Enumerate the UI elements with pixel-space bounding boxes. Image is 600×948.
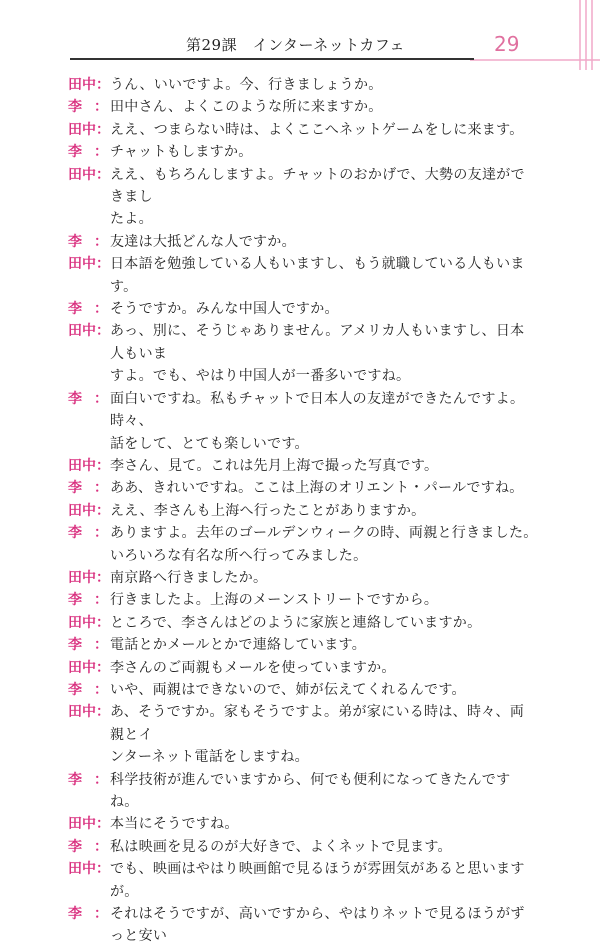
- utterance-text: チャットもしますか。: [110, 144, 253, 161]
- dialogue-line: [68, 74, 538, 96]
- utterance-text: いろいろな有名な所へ行ってみました。: [110, 547, 368, 564]
- speaker-colon: ：: [96, 121, 110, 138]
- utterance: [110, 455, 538, 477]
- utterance-text: 私は映画を見るのが大好きで、よくネットで見ます。: [110, 838, 452, 855]
- speaker-label: [68, 813, 110, 835]
- speaker-name: 李: [68, 771, 82, 788]
- utterance-text: ええ、つまらない時は、よくここへネットゲームをしに来ます。: [110, 121, 524, 138]
- speaker-colon: ：: [94, 681, 108, 698]
- dialogue-line: [68, 769, 538, 814]
- speaker-label: [68, 119, 110, 141]
- utterance: [110, 298, 538, 320]
- speaker-label: [68, 522, 110, 544]
- speaker-name: 李: [68, 681, 82, 698]
- utterance-text: うん、いいですよ。今、行きましょうか。: [110, 77, 383, 93]
- speaker-name: 李: [68, 525, 82, 542]
- utterance-text: 行きましたよ。上海のメーンストリートですから。: [110, 592, 439, 609]
- speaker-colon: ：: [94, 637, 108, 654]
- utterance-text: あ、そうですか。家もそうですよ。弟が家にいる時は、時々、両親とイ: [110, 704, 525, 743]
- utterance-text: 日本語を勉強している人もいますし、もう就職している人もいます。: [110, 256, 525, 295]
- utterance-text: ところで、李さんはどのように家族と連絡していますか。: [110, 614, 482, 631]
- dialogue-line: [68, 253, 538, 298]
- utterance-text: 電話とかメールとかで連絡しています。: [110, 637, 366, 654]
- utterance: [110, 477, 538, 499]
- utterance-text: 南京路へ行きましたか。: [110, 569, 268, 586]
- dialogue-line: [68, 589, 538, 611]
- utterance: [110, 141, 538, 163]
- speaker-name: 田中: [68, 861, 96, 878]
- dialogue-line: [68, 96, 538, 118]
- speaker-colon: ：: [96, 256, 110, 273]
- utterance: [110, 858, 538, 903]
- utterance: [110, 701, 538, 768]
- speaker-label: [68, 164, 110, 186]
- dialogue-line: [68, 298, 538, 320]
- utterance: [110, 813, 538, 835]
- speaker-label: [68, 477, 110, 499]
- speaker-colon: ：: [94, 480, 108, 497]
- utterance: [110, 903, 538, 948]
- speaker-colon: ：: [96, 704, 110, 721]
- page-number: 29: [494, 32, 520, 56]
- utterance-text: 話をして、とても楽しいです。: [110, 435, 309, 452]
- speaker-colon: ：: [94, 525, 108, 542]
- utterance-text: 田中さん、よくこのような所に来ますか。: [110, 99, 383, 116]
- utterance-text: ええ、李さんも上海へ行ったことがありますか。: [110, 502, 426, 519]
- dialogue-line: [68, 500, 538, 522]
- page-header: [0, 32, 600, 56]
- utterance-text: 科学技術が進んでいますから、何でも便利になってきたんですね。: [110, 771, 511, 810]
- speaker-label: [68, 612, 110, 634]
- speaker-colon: ：: [94, 390, 108, 407]
- dialogue-line: [68, 231, 538, 253]
- speaker-label: [68, 903, 110, 925]
- dialogue-line: [68, 679, 538, 701]
- speaker-colon: ：: [96, 166, 110, 183]
- speaker-name: 田中: [68, 704, 96, 721]
- utterance-text: ああ、きれいですね。ここは上海のオリエント・パールですね。: [110, 480, 524, 497]
- speaker-label: [68, 567, 110, 589]
- utterance-text: それはそうですが、高いですから、やはりネットで見るほうがずっと安い: [110, 906, 525, 945]
- dialogue-line: [68, 164, 538, 231]
- dialogue-line: [68, 836, 538, 858]
- speaker-label: [68, 253, 110, 275]
- utterance: [110, 836, 538, 858]
- dialogue-line: [68, 813, 538, 835]
- speaker-label: [68, 500, 110, 522]
- utterance-text: ありますよ。去年のゴールデンウィークの時、両親と行きました。: [110, 525, 538, 542]
- utterance: [110, 589, 538, 611]
- dialogue-line: [68, 455, 538, 477]
- utterance: [110, 634, 538, 656]
- utterance-text: ええ、もちろんしますよ。チャットのおかげで、大勢の友達ができまし: [110, 166, 525, 206]
- speaker-colon: ：: [96, 659, 110, 676]
- speaker-colon: ：: [94, 233, 108, 250]
- speaker-label: [68, 231, 110, 253]
- dialogue-line: [68, 612, 538, 634]
- dialogue-line: [68, 522, 538, 567]
- utterance: [110, 657, 538, 679]
- speaker-label: [68, 679, 110, 701]
- utterance: [110, 769, 538, 814]
- utterance: [110, 231, 538, 253]
- speaker-name: 田中: [68, 121, 96, 138]
- speaker-label: [68, 455, 110, 477]
- dialogue-line: [68, 903, 538, 948]
- speaker-colon: ：: [96, 457, 110, 474]
- utterance-text: でも、映画はやはり映画館で見るほうが雰囲気があると思いますが。: [110, 861, 525, 900]
- speaker-colon: ：: [94, 301, 108, 318]
- speaker-colon: ：: [94, 838, 108, 855]
- speaker-name: 田中: [68, 323, 96, 340]
- speaker-label: [68, 320, 110, 342]
- dialogue-line: [68, 634, 538, 656]
- utterance: [110, 96, 538, 118]
- speaker-colon: ：: [94, 592, 108, 609]
- utterance: [110, 500, 538, 522]
- utterance-text: あっ、別に、そうじゃありません。アメリカ人もいますし、日本人もいま: [110, 323, 525, 362]
- speaker-label: [68, 836, 110, 858]
- speaker-name: 田中: [68, 166, 96, 183]
- utterance: [110, 164, 538, 231]
- dialogue-line: [68, 477, 538, 499]
- speaker-name: 李: [68, 301, 82, 318]
- speaker-label: [68, 769, 110, 791]
- dialogue-line: [68, 858, 538, 903]
- speaker-name: 李: [68, 99, 82, 116]
- speaker-name: 李: [68, 592, 82, 609]
- utterance: [110, 679, 538, 701]
- dialogue: [68, 74, 538, 948]
- speaker-name: 李: [68, 480, 82, 497]
- speaker-name: 田中: [68, 816, 96, 833]
- speaker-name: 田中: [68, 457, 96, 474]
- dialogue-line: [68, 119, 538, 141]
- utterance: [110, 253, 538, 298]
- dialogue-line: [68, 388, 538, 455]
- speaker-colon: ：: [96, 614, 110, 631]
- utterance: [110, 567, 538, 589]
- speaker-label: [68, 141, 110, 163]
- utterance-text: たよ。: [110, 211, 153, 228]
- lesson-title: 第29課 インターネットカフェ: [186, 36, 406, 54]
- speaker-name: 李: [68, 233, 82, 250]
- utterance-text: 友達は大抵どんな人ですか。: [110, 233, 296, 250]
- utterance-text: 本当にそうですね。: [110, 816, 239, 833]
- dialogue-line: [68, 141, 538, 163]
- utterance: [110, 522, 538, 567]
- speaker-name: 田中: [68, 256, 96, 273]
- header-rule: [70, 58, 474, 60]
- speaker-name: 李: [68, 838, 82, 855]
- dialogue-line: [68, 320, 538, 387]
- speaker-colon: ：: [96, 569, 110, 586]
- speaker-colon: ：: [94, 99, 108, 116]
- speaker-label: [68, 96, 110, 118]
- utterance-text: ンターネット電話をしますね。: [110, 749, 309, 766]
- utterance: [110, 388, 538, 455]
- speaker-colon: ：: [96, 861, 110, 878]
- speaker-name: 李: [68, 390, 82, 407]
- speaker-name: 田中: [68, 614, 96, 631]
- speaker-colon: ：: [96, 323, 110, 340]
- utterance: [110, 612, 538, 634]
- speaker-name: 李: [68, 637, 82, 654]
- speaker-name: 田中: [68, 569, 96, 586]
- speaker-label: [68, 589, 110, 611]
- speaker-colon: ：: [94, 144, 108, 161]
- speaker-colon: ：: [96, 816, 110, 833]
- speaker-name: 李: [68, 144, 82, 161]
- speaker-label: [68, 657, 110, 679]
- dialogue-line: [68, 657, 538, 679]
- speaker-name: 田中: [68, 502, 96, 519]
- utterance: [110, 320, 538, 387]
- speaker-name: 李: [68, 906, 82, 923]
- speaker-colon: ：: [94, 906, 108, 923]
- utterance: [110, 74, 538, 96]
- speaker-label: [68, 298, 110, 320]
- utterance: [110, 119, 538, 141]
- utterance-text: いや、両親はできないので、姉が伝えてくれるんです。: [110, 681, 466, 698]
- speaker-label: [68, 388, 110, 410]
- speaker-colon: ：: [94, 771, 108, 788]
- speaker-label: [68, 74, 110, 96]
- dialogue-line: [68, 701, 538, 768]
- speaker-label: [68, 701, 110, 723]
- speaker-name: 田中: [68, 77, 96, 93]
- speaker-label: [68, 858, 110, 880]
- utterance-text: そうですか。みんな中国人ですか。: [110, 301, 339, 318]
- utterance-text: 面白いですね。私もチャットで日本人の友達ができたんですよ。時々、: [110, 390, 525, 430]
- dialogue-line: [68, 567, 538, 589]
- utterance-text: 李さんのご両親もメールを使っていますか。: [110, 659, 396, 676]
- speaker-colon: ：: [96, 77, 110, 93]
- utterance-text: すよ。でも、やはり中国人が一番多いですね。: [110, 368, 411, 385]
- speaker-colon: ：: [96, 502, 110, 519]
- utterance-text: 李さん、見て。これは先月上海で撮った写真です。: [110, 457, 439, 474]
- speaker-label: [68, 634, 110, 656]
- speaker-name: 田中: [68, 659, 96, 676]
